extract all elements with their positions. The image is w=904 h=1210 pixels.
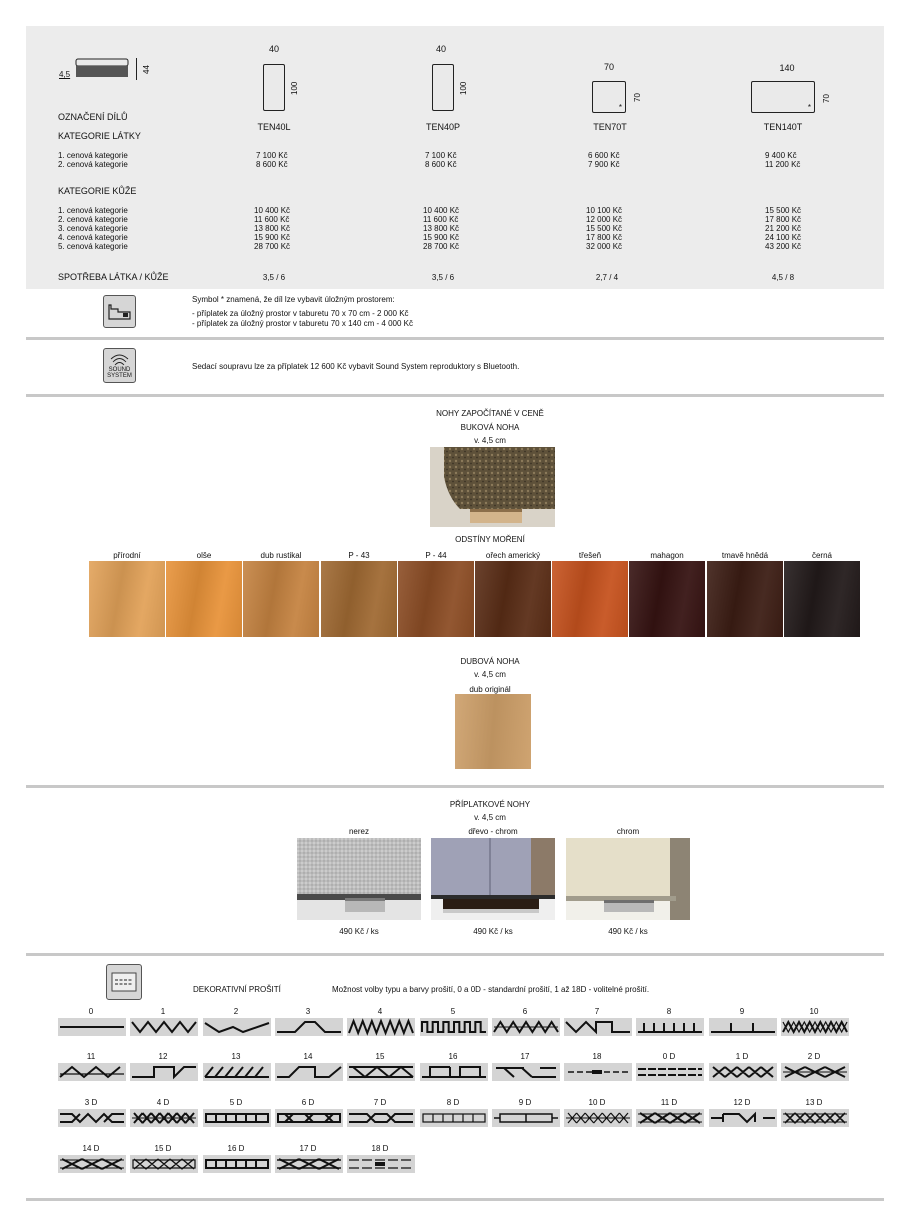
stitch-number: 17 D bbox=[299, 1144, 317, 1153]
leather-row-label: 4. cenová kategorie bbox=[58, 233, 128, 242]
price-cell: 6 600 Kč bbox=[588, 151, 620, 160]
oak-leg-title: DUBOVÁ NOHA bbox=[460, 657, 520, 666]
stitch-pattern[interactable] bbox=[564, 1018, 632, 1036]
stitch-number: 0 D bbox=[662, 1052, 676, 1061]
price-cell: 10 100 Kč bbox=[586, 206, 623, 215]
stitch-pattern[interactable] bbox=[275, 1018, 343, 1036]
leg-height-dim: 4,5 bbox=[59, 70, 71, 79]
stitch-pattern[interactable] bbox=[58, 1063, 126, 1081]
stitch-pattern[interactable] bbox=[130, 1063, 198, 1081]
col3-shape bbox=[592, 81, 626, 113]
stitch-number: 7 D bbox=[373, 1098, 387, 1107]
beech-leg-title: BUKOVÁ NOHA bbox=[460, 423, 520, 432]
stitch-pattern[interactable] bbox=[709, 1109, 777, 1127]
stains-title: ODSTÍNY MOŘENÍ bbox=[455, 535, 525, 544]
oak-swatch bbox=[455, 694, 531, 769]
stitch-pattern[interactable] bbox=[347, 1155, 415, 1173]
stitch-number: 13 bbox=[231, 1052, 241, 1061]
col2-shape bbox=[432, 64, 454, 111]
stitch-number: 5 D bbox=[229, 1098, 243, 1107]
stitch-pattern[interactable] bbox=[203, 1109, 271, 1127]
stain-swatch[interactable] bbox=[475, 561, 551, 637]
stitch-number: 16 bbox=[448, 1052, 458, 1061]
col1-shape bbox=[263, 64, 285, 111]
sound-icon-label: SYSTEM bbox=[107, 373, 132, 379]
stain-swatch[interactable] bbox=[552, 561, 628, 637]
stain-label: P - 44 bbox=[425, 551, 447, 560]
stitch-number: 8 bbox=[666, 1007, 672, 1016]
beech-leg-photo bbox=[430, 447, 555, 527]
stitch-pattern[interactable] bbox=[130, 1109, 198, 1127]
stitch-pattern[interactable] bbox=[420, 1063, 488, 1081]
height-dim-line bbox=[136, 58, 137, 80]
wood-chrome-leg-photo bbox=[431, 838, 555, 920]
stitch-pattern[interactable] bbox=[130, 1018, 198, 1036]
stitch-pattern[interactable] bbox=[203, 1155, 271, 1173]
stitch-pattern[interactable] bbox=[781, 1109, 849, 1127]
stitch-number: 2 D bbox=[807, 1052, 821, 1061]
price-cell: 11 200 Kč bbox=[765, 160, 801, 169]
stain-swatch[interactable] bbox=[243, 561, 319, 637]
leather-category-label: KATEGORIE KŮŽE bbox=[58, 186, 137, 196]
stain-label: P - 43 bbox=[348, 551, 370, 560]
stitch-pattern[interactable] bbox=[347, 1018, 415, 1036]
sound-system-text: Sedací soupravu lze za příplatek 12 600 Kč vybavit Sound System reproduktory s Bluetooth. bbox=[192, 362, 520, 371]
price-cell: 11 600 Kč bbox=[254, 215, 290, 224]
stitch-number: 15 D bbox=[154, 1144, 172, 1153]
premium-leg-name: chrom bbox=[616, 827, 640, 836]
consumption-cell: 3,5 / 6 bbox=[431, 273, 455, 282]
stitch-number: 9 D bbox=[518, 1098, 532, 1107]
col3-depth: 70 bbox=[633, 93, 642, 102]
col2-code: TEN40P bbox=[425, 122, 460, 132]
stain-label: olše bbox=[196, 551, 212, 560]
divider bbox=[26, 1198, 884, 1201]
stitch-number: 2 bbox=[233, 1007, 239, 1016]
stitch-pattern[interactable] bbox=[58, 1018, 126, 1036]
stitch-pattern[interactable] bbox=[492, 1018, 560, 1036]
divider bbox=[26, 337, 884, 340]
stitch-number: 8 D bbox=[446, 1098, 460, 1107]
stitch-number: 17 bbox=[520, 1052, 530, 1061]
stitch-pattern[interactable] bbox=[58, 1155, 126, 1173]
price-cell: 12 000 Kč bbox=[586, 215, 623, 224]
stitch-pattern[interactable] bbox=[203, 1063, 271, 1081]
price-cell: 10 400 Kč bbox=[423, 206, 460, 215]
stitch-number: 11 bbox=[86, 1052, 96, 1061]
stain-swatch[interactable] bbox=[784, 561, 860, 637]
stain-swatch[interactable] bbox=[321, 561, 397, 637]
stitch-number: 18 bbox=[592, 1052, 602, 1061]
stitch-pattern[interactable] bbox=[58, 1109, 126, 1127]
stitch-pattern[interactable] bbox=[636, 1063, 704, 1081]
consumption-cell: 2,7 / 4 bbox=[595, 273, 619, 282]
stitch-pattern[interactable] bbox=[564, 1063, 632, 1081]
stitch-number: 14 bbox=[303, 1052, 313, 1061]
price-cell: 28 700 Kč bbox=[254, 242, 291, 251]
premium-leg-price: 490 Kč / ks bbox=[339, 927, 379, 936]
price-cell: 9 400 Kč bbox=[765, 151, 797, 160]
consumption-label: SPOTŘEBA LÁTKA / KŮŽE bbox=[58, 272, 169, 282]
stain-label: černá bbox=[811, 551, 832, 560]
price-cell: 15 500 Kč bbox=[765, 206, 802, 215]
stain-label: třešeň bbox=[578, 551, 602, 560]
oak-leg-height: v. 4,5 cm bbox=[474, 670, 506, 679]
price-cell: 28 700 Kč bbox=[423, 242, 460, 251]
leather-row-label: 1. cenová kategorie bbox=[58, 206, 128, 215]
price-cell: 10 400 Kč bbox=[254, 206, 291, 215]
premium-leg-name: dřevo - chrom bbox=[468, 827, 518, 836]
stitch-number: 12 bbox=[158, 1052, 168, 1061]
stitch-pattern[interactable] bbox=[636, 1018, 704, 1036]
col1-depth: 100 bbox=[290, 81, 299, 95]
consumption-cell: 3,5 / 6 bbox=[262, 273, 286, 282]
stitch-number: 3 D bbox=[84, 1098, 98, 1107]
divider bbox=[26, 785, 884, 788]
stitch-pattern[interactable] bbox=[130, 1155, 198, 1173]
sound-icon-label: SOUND bbox=[108, 367, 131, 373]
stitch-pattern[interactable] bbox=[420, 1018, 488, 1036]
sound-system-icon bbox=[103, 348, 136, 383]
leather-row-label: 2. cenová kategorie bbox=[58, 215, 128, 224]
stitch-number: 10 D bbox=[588, 1098, 606, 1107]
part-designation-label: OZNAČENÍ DÍLŮ bbox=[58, 112, 128, 122]
premium-leg-price: 490 Kč / ks bbox=[608, 927, 648, 936]
price-cell: 8 600 Kč bbox=[256, 160, 288, 169]
stitching-icon bbox=[106, 964, 142, 1000]
stitch-number: 11 D bbox=[660, 1098, 678, 1107]
price-cell: 43 200 Kč bbox=[765, 242, 802, 251]
stitch-pattern[interactable] bbox=[492, 1063, 560, 1081]
stitch-pattern[interactable] bbox=[492, 1109, 560, 1127]
price-cell: 7 900 Kč bbox=[588, 160, 620, 169]
stitch-number: 3 bbox=[305, 1007, 311, 1016]
stitch-pattern[interactable] bbox=[347, 1109, 415, 1127]
stitch-pattern[interactable] bbox=[709, 1018, 777, 1036]
stitch-pattern[interactable] bbox=[347, 1063, 415, 1081]
stitch-pattern[interactable] bbox=[636, 1109, 704, 1127]
stain-label: ořech americký bbox=[485, 551, 541, 560]
stitch-number: 18 D bbox=[371, 1144, 389, 1153]
price-cell: 17 800 Kč bbox=[765, 215, 802, 224]
stain-swatch[interactable] bbox=[707, 561, 783, 637]
stitch-number: 1 D bbox=[735, 1052, 749, 1061]
legs-included-title: NOHY ZAPOČÍTANÉ V CENĚ bbox=[436, 409, 544, 418]
stitch-number: 0 bbox=[88, 1007, 94, 1016]
stitch-number: 13 D bbox=[805, 1098, 823, 1107]
premium-legs-title: PŘÍPLATKOVÉ NOHY bbox=[449, 800, 531, 809]
col3-star: * bbox=[618, 103, 622, 112]
price-cell: 15 500 Kč bbox=[586, 224, 623, 233]
oak-leg-name: dub originál bbox=[469, 685, 511, 694]
stitch-number: 16 D bbox=[227, 1144, 245, 1153]
col2-depth: 100 bbox=[459, 81, 468, 95]
stitch-number: 7 bbox=[594, 1007, 600, 1016]
stain-label: přírodní bbox=[113, 551, 141, 560]
beech-leg-height: v. 4,5 cm bbox=[474, 436, 506, 445]
leather-row-label: 5. cenová kategorie bbox=[58, 242, 128, 251]
stitch-pattern[interactable] bbox=[781, 1018, 849, 1036]
stitching-description: Možnost volby typu a barvy prošití, 0 a 0D - standardní prošití, 1 až 18D - volitelné prošití. bbox=[332, 985, 650, 994]
fabric-row-label: 2. cenová kategorie bbox=[58, 160, 128, 169]
stitch-pattern[interactable] bbox=[564, 1109, 632, 1127]
storage-note-line2: - příplatek za úložný prostor v taburetu 70 x 70 cm - 2 000 Kč bbox=[192, 309, 409, 318]
col4-depth: 70 bbox=[822, 94, 831, 103]
price-cell: 11 600 Kč bbox=[423, 215, 459, 224]
col1-code: TEN40L bbox=[257, 122, 291, 132]
leather-row-label: 3. cenová kategorie bbox=[58, 224, 128, 233]
stitch-number: 6 bbox=[522, 1007, 528, 1016]
stain-label: mahagon bbox=[650, 551, 684, 560]
stitch-number: 9 bbox=[739, 1007, 745, 1016]
sofa-profile-icon bbox=[74, 57, 132, 81]
price-cell: 21 200 Kč bbox=[765, 224, 802, 233]
stitch-number: 14 D bbox=[82, 1144, 100, 1153]
stitch-pattern[interactable] bbox=[420, 1109, 488, 1127]
stitch-number: 12 D bbox=[733, 1098, 751, 1107]
col3-code: TEN70T bbox=[593, 122, 627, 132]
price-cell: 17 800 Kč bbox=[586, 233, 623, 242]
stitch-pattern[interactable] bbox=[203, 1018, 271, 1036]
stain-swatch[interactable] bbox=[629, 561, 705, 637]
divider bbox=[26, 394, 884, 397]
stainless-leg-photo bbox=[297, 838, 421, 920]
col4-star: * bbox=[807, 103, 811, 112]
stitch-pattern[interactable] bbox=[275, 1155, 343, 1173]
stain-label: dub rustikal bbox=[260, 551, 302, 560]
col2-width: 40 bbox=[435, 44, 446, 54]
stitch-number: 5 bbox=[450, 1007, 456, 1016]
consumption-cell: 4,5 / 8 bbox=[771, 273, 795, 282]
stain-swatch[interactable] bbox=[398, 561, 474, 637]
fabric-category-label: KATEGORIE LÁTKY bbox=[58, 131, 141, 141]
stitch-pattern[interactable] bbox=[781, 1063, 849, 1081]
stain-label: tmavě hnědá bbox=[721, 551, 769, 560]
col4-shape bbox=[751, 81, 815, 113]
col4-width: 140 bbox=[779, 63, 795, 73]
price-cell: 15 900 Kč bbox=[254, 233, 291, 242]
chrome-leg-photo bbox=[566, 838, 690, 920]
price-cell: 24 100 Kč bbox=[765, 233, 802, 242]
price-cell: 8 600 Kč bbox=[425, 160, 457, 169]
price-cell: 13 800 Kč bbox=[423, 224, 460, 233]
stitch-number: 4 bbox=[377, 1007, 383, 1016]
seat-height-dim: 44 bbox=[142, 65, 151, 74]
stain-swatch[interactable] bbox=[89, 561, 165, 637]
stitch-pattern[interactable] bbox=[275, 1063, 343, 1081]
price-cell: 7 100 Kč bbox=[425, 151, 457, 160]
stain-swatch[interactable] bbox=[166, 561, 242, 637]
storage-note-line1: Symbol * znamená, že díl lze vybavit úložným prostorem: bbox=[192, 295, 395, 304]
stitch-number: 1 bbox=[160, 1007, 166, 1016]
fabric-row-label: 1. cenová kategorie bbox=[58, 151, 128, 160]
stitching-title: DEKORATIVNÍ PROŠITÍ bbox=[193, 985, 281, 994]
premium-leg-name: nerez bbox=[348, 827, 369, 836]
stitch-number: 10 bbox=[809, 1007, 819, 1016]
stitch-number: 6 D bbox=[301, 1098, 315, 1107]
premium-leg-price: 490 Kč / ks bbox=[473, 927, 513, 936]
stitch-pattern[interactable] bbox=[709, 1063, 777, 1081]
col1-width: 40 bbox=[268, 44, 279, 54]
price-cell: 32 000 Kč bbox=[586, 242, 623, 251]
stitch-pattern[interactable] bbox=[275, 1109, 343, 1127]
storage-icon bbox=[103, 295, 136, 328]
stitch-number: 4 D bbox=[156, 1098, 170, 1107]
divider bbox=[26, 953, 884, 956]
col4-code: TEN140T bbox=[763, 122, 803, 132]
price-cell: 7 100 Kč bbox=[256, 151, 288, 160]
stitch-number: 15 bbox=[375, 1052, 385, 1061]
storage-note-line3: - příplatek za úložný prostor v taburetu 70 x 140 cm - 4 000 Kč bbox=[192, 319, 413, 328]
price-cell: 15 900 Kč bbox=[423, 233, 460, 242]
col3-width: 70 bbox=[603, 62, 614, 72]
premium-legs-height: v. 4,5 cm bbox=[474, 813, 506, 822]
price-cell: 13 800 Kč bbox=[254, 224, 291, 233]
